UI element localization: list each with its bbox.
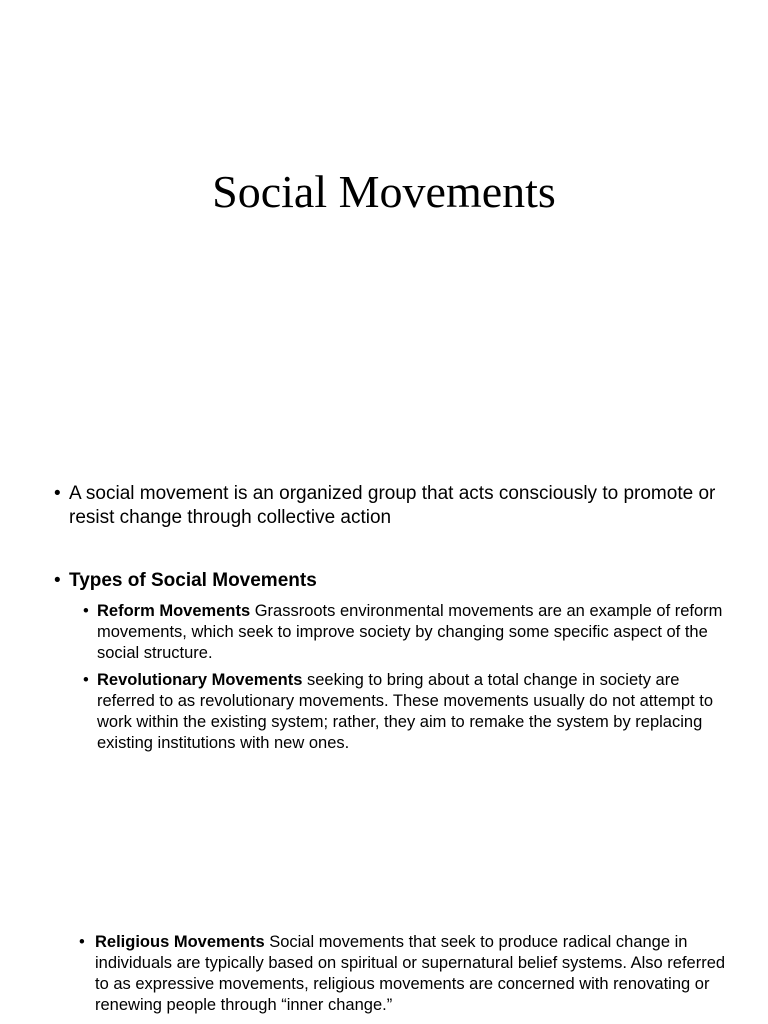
type-description: Social movements that seek to produce radical change in individuals are typically based on spiritual or supernatural belief systems. Also referred to as expressive movements, religious movements are concerned with renovating or renewing people through “inner change.” <box>95 933 726 1014</box>
bullet-dot-icon: • <box>83 602 89 620</box>
bullet-dot-icon: • <box>79 933 85 951</box>
intro-text: A social movement is an organized group that acts consciously to promote or resist change through collective action <box>69 483 716 528</box>
types-heading: Types of Social Movements <box>69 570 317 591</box>
type-term: Reform Movements <box>97 602 251 620</box>
bullet-dot-icon: • <box>54 483 61 504</box>
type-item-reform <box>54 601 734 664</box>
type-description: seeking to bring about a total change in society are referred to as revolutionary movements. These movements usually do not attempt to work within the existing system; rather, they aim to remake the system by replacing existing institutions with new ones. <box>97 671 713 752</box>
types-section <box>54 569 734 760</box>
type-term: Religious Movements <box>95 933 265 951</box>
types-heading-bullet <box>54 569 734 593</box>
bullet-dot-icon: • <box>83 671 89 689</box>
intro-bullet <box>54 482 734 530</box>
intro-section <box>54 482 734 530</box>
religious-section <box>51 932 731 1022</box>
slide-title: Social Movements <box>212 166 556 217</box>
type-item-religious <box>51 932 731 1016</box>
bullet-dot-icon: • <box>54 570 61 591</box>
type-description: Grassroots environmental movements are an example of reform movements, which seek to improve society by changing some specific aspect of the social structure. <box>97 602 723 662</box>
type-term: Revolutionary Movements <box>97 671 303 689</box>
type-item-revolutionary <box>54 670 734 754</box>
